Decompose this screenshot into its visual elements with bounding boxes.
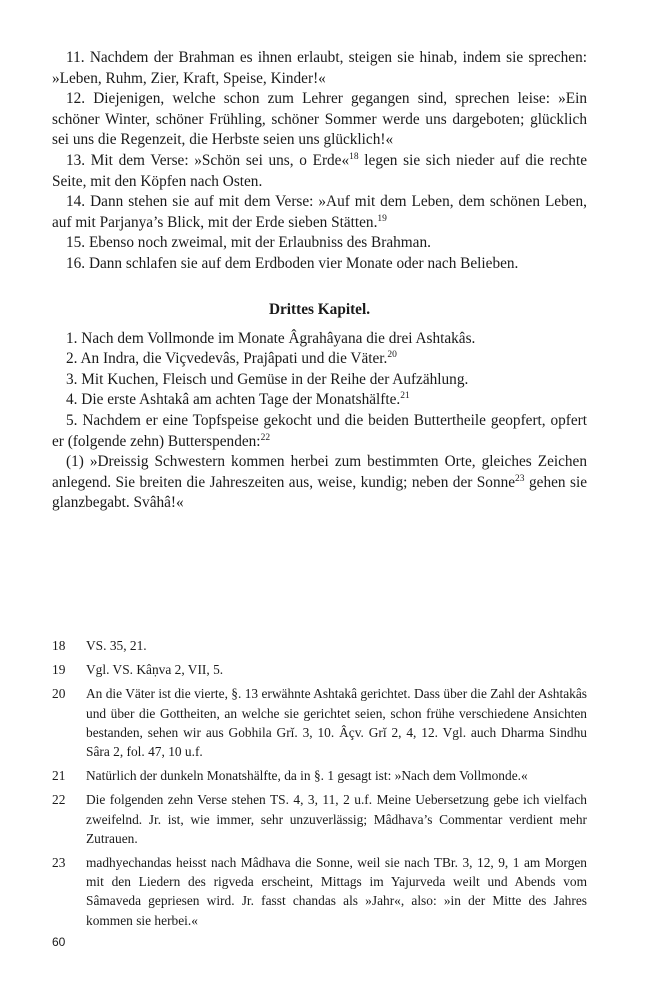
footnote-19 [52, 660, 587, 679]
paragraph-15: 15. Ebenso noch zweimal, mit der Erlaubniss des Brahman. [66, 234, 431, 252]
footnote-number: 23 [52, 855, 66, 871]
page-number: 60 [52, 935, 66, 949]
footnote-ref-18[interactable]: 18 [349, 151, 359, 162]
main-text [52, 48, 587, 514]
footnote-ref-20[interactable]: 20 [387, 350, 397, 361]
footnote-number: 19 [52, 662, 66, 678]
footnote-18 [52, 636, 587, 655]
footnote-number: 20 [52, 686, 66, 702]
verse-1-text-a: (1) »Dreissig Schwestern kommen herbei zum bestimmten Orte, gleiches Zeichen anlegend. Sie breiten die Jahreszeiten aus, weise, kundig; neben der Sonne [52, 453, 587, 491]
paragraph-16: 16. Dann schlafen sie auf dem Erdboden vier Monate oder nach Belieben. [66, 254, 519, 272]
verse-1-text-b: gehen sie glanzbegabt. Svâhâ!« [52, 473, 587, 512]
paragraph-14-text: 14. Dann stehen sie auf mit dem Verse: »Auf mit dem Leben, dem schönen Leben, auf mit Parjanya’s Blick, mit der Erde sieben Stätten. [52, 193, 587, 231]
verse-1 [52, 452, 587, 514]
chapter-paragraph-2-text: 2. An Indra, die Viçvedevâs, Prajâpati und die Väter. [66, 350, 388, 368]
chapter-paragraph-2 [52, 349, 587, 370]
footnote-22 [52, 790, 587, 848]
paragraph-13-text-b: legen sie sich nieder auf die rechte Seite, mit den Köpfen nach Osten. [52, 151, 587, 190]
footnote-23 [52, 853, 587, 930]
chapter-paragraph-3: 3. Mit Kuchen, Fleisch und Gemüse in der Reihe der Aufzählung. [66, 370, 469, 388]
footnote-text: An die Väter ist die vierte, §. 13 erwähnte Ashtakâ gerichtet. Dass über die Zahl der Ashtakâs und über die Gottheiten, an welche sie gerichtet seien, schon frühe verschiedene Ansichten bestanden, sehen wir aus Gobhila Grĭ. 3, 10. Âçv. Grĭ 2, 4, 12. Vgl. auch Dharma Sindhu Sâra 2, fol. 47, 10 u.f. [86, 686, 587, 760]
footnote-21 [52, 766, 587, 785]
chapter-paragraph-1: 1. Nach dem Vollmonde im Monate Âgrahâyana die drei Ashtakâs. [66, 329, 476, 347]
chapter-paragraph-5-text: 5. Nachdem er eine Topfspeise gekocht und die beiden Buttertheile geopfert, opfert er (folgende zehn) Butterspenden: [52, 411, 587, 450]
paragraph-14 [52, 192, 587, 233]
footnote-ref-23[interactable]: 23 [515, 473, 525, 484]
footnote-ref-19[interactable]: 19 [377, 213, 387, 224]
footnote-text: Natürlich der dunkeln Monatshälfte, da in §. 1 gesagt ist: »Nach dem Vollmonde.« [86, 768, 528, 784]
paragraph-12: 12. Diejenigen, welche schon zum Lehrer gegangen sind, sprechen leise: »Ein schöner Winter, schöner Frühling, schöner Sommer werde uns dargeboten; glücklich sei uns die Regenzeit, die Herbste seien uns glücklich!« [52, 90, 587, 149]
chapter-paragraph-5 [52, 411, 587, 452]
footnote-text: VS. 35, 21. [86, 638, 147, 653]
footnote-text: Die folgenden zehn Verse stehen TS. 4, 3, 11, 2 u.f. Meine Uebersetzung gebe ich vielfach zweifelnd. Jr. ist, wie immer, sehr unzuverlässig; Mâdhava’s Commentar verdient mehr Zutrauen. [86, 792, 587, 846]
footnote-number: 18 [52, 638, 66, 653]
paragraph-13-text-a: 13. Mit dem Verse: »Schön sei uns, o Erde« [66, 151, 350, 169]
footnote-ref-22[interactable]: 22 [260, 432, 271, 443]
paragraph-13 [52, 151, 587, 192]
footnote-number: 22 [52, 792, 66, 808]
chapter-paragraph-4-text: 4. Die erste Ashtakâ am achten Tage der Monatshälfte. [66, 391, 401, 409]
chapter-paragraph-4 [52, 390, 587, 411]
footnote-text: Vgl. VS. Kâṇva 2, VII, 5. [86, 662, 224, 678]
footnote-text: madhyechandas heisst nach Mâdhava die Sonne, weil sie nach TBr. 3, 12, 9, 1 am Morgen mit den Liedern des rigveda erscheint, Mittags im Yajurveda weilt und Abends vom Sâmaveda gepriesen wird. Jr. fasst chandas als »Jahr«, also: »in der Mitte des Jahres kommen sie herbei.« [86, 855, 587, 928]
footnotes [52, 636, 587, 935]
footnote-number: 21 [52, 768, 66, 784]
footnote-20 [52, 684, 587, 761]
footnote-ref-21[interactable]: 21 [400, 391, 410, 402]
paragraph-11: 11. Nachdem der Brahman es ihnen erlaubt, steigen sie hinab, indem sie sprechen: »Leben, Ruhm, Zier, Kraft, Speise, Kinder!« [52, 49, 587, 87]
chapter-title: Drittes Kapitel. [268, 300, 371, 318]
